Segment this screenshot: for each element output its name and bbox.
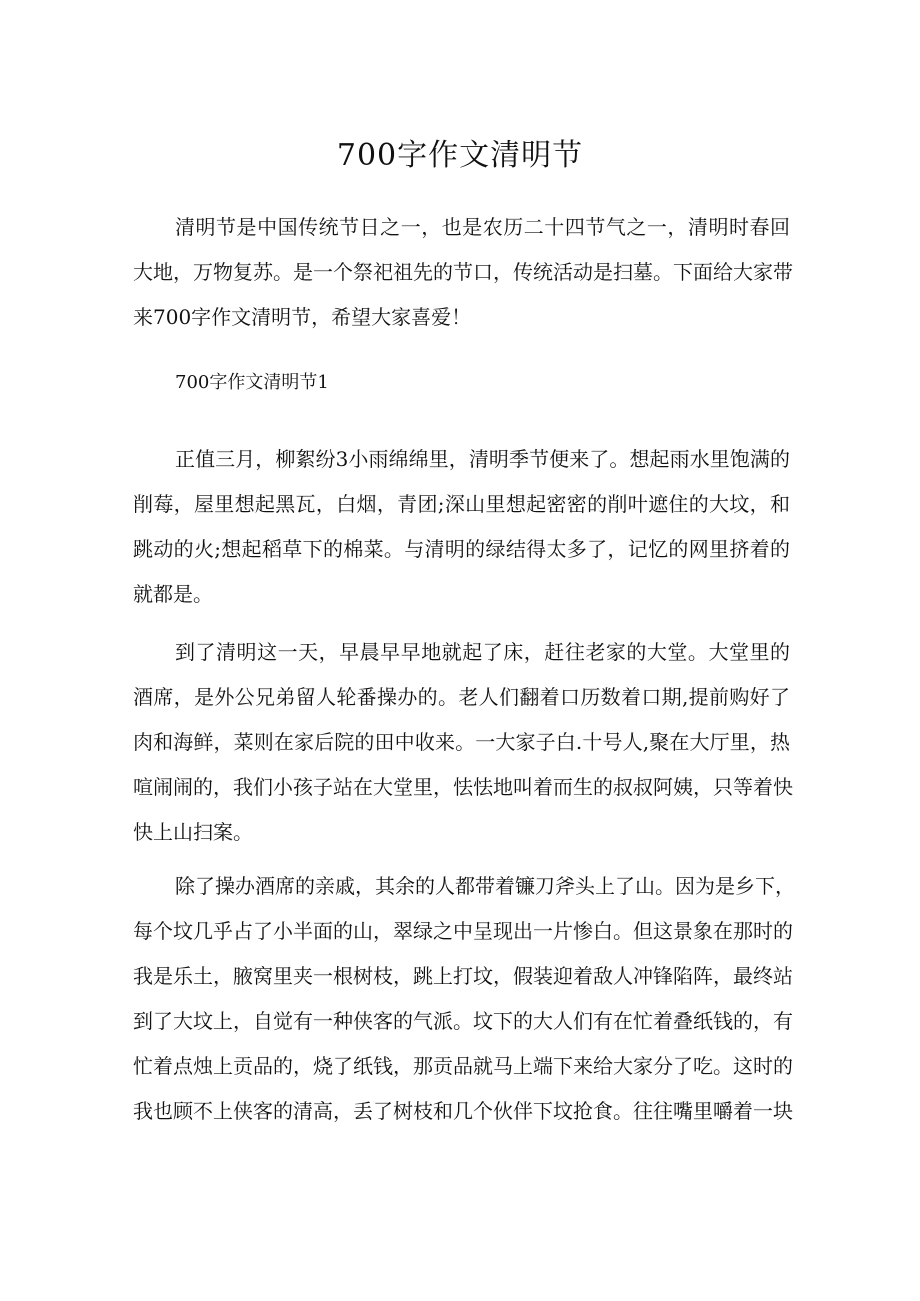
paragraph-line: 削莓，屋里想起黑瓦，白烟，青团;深山里想起密密的削叶遮住的大坟，和	[133, 492, 790, 516]
paragraph-line: 我是乐土，腋窝里夹一根树枝，跳上打坟，假装迎着敌人冲锋陷阵，最终站	[133, 964, 793, 988]
intro-paragraph	[133, 205, 793, 340]
body-paragraph-3	[133, 864, 795, 1134]
body-paragraph-2	[133, 630, 793, 855]
paragraph-line: 到了清明这一天，早晨早早地就起了床，赶往老家的大堂。大堂里的	[175, 640, 790, 664]
body-paragraph-1	[133, 437, 790, 617]
paragraph-line: 清明节是中国传统节日之一，也是农历二十四节气之一，清明时春回	[175, 215, 790, 239]
document-title: 700字作文清明节	[336, 138, 584, 173]
paragraph-line: 酒席，是外公兄弟留人轮番操办的。老人们翻着口历数着口期,提前购好了	[133, 685, 790, 709]
paragraph-line: 忙着点烛上贡品的，烧了纸钱，那贡品就马上端下来给大家分了吃。这时的	[133, 1054, 793, 1078]
paragraph-line: 快上山扫案。	[133, 820, 253, 844]
section-heading: 700字作文清明节1	[175, 372, 329, 393]
paragraph-line: 到了大坟上，自觉有一种侠客的气派。坟下的大人们有在忙着叠纸钱的，有	[133, 1009, 793, 1033]
paragraph-line: 喧闹闹的，我们小孩子站在大堂里，怯怯地叫着而生的叔叔阿姨，只等着快	[133, 775, 793, 799]
paragraph-line: 每个坟几乎占了小半面的山，翠绿之中呈现出一片惨白。但这景象在那时的	[133, 919, 793, 943]
paragraph-line: 除了操办酒席的亲戚，其余的人都带着镰刀斧头上了山。因为是乡下，	[175, 874, 795, 898]
paragraph-line: 正值三月，柳絮纷3小雨绵绵里，清明季节便来了。想起雨水里饱满的	[175, 447, 790, 471]
paragraph-line: 来700字作文清明节，希望大家喜爱！	[133, 305, 472, 329]
paragraph-line: 肉和海鲜，菜则在家后院的田中收来。一大家子白.十号人,聚在大厅里，热	[133, 730, 790, 754]
paragraph-line: 大地，万物复苏。是一个祭祀祖先的节口，传统活动是扫墓。下面给大家带	[133, 260, 793, 284]
paragraph-line: 就都是。	[133, 582, 213, 606]
paragraph-line: 跳动的火;想起稻草下的棉菜。与清明的绿结得太多了，记忆的网里挤着的	[133, 537, 790, 561]
paragraph-line: 我也顾不上侠客的清高，丢了树枝和几个伙伴下坟抢食。往往嘴里嚼着一块	[133, 1099, 793, 1123]
